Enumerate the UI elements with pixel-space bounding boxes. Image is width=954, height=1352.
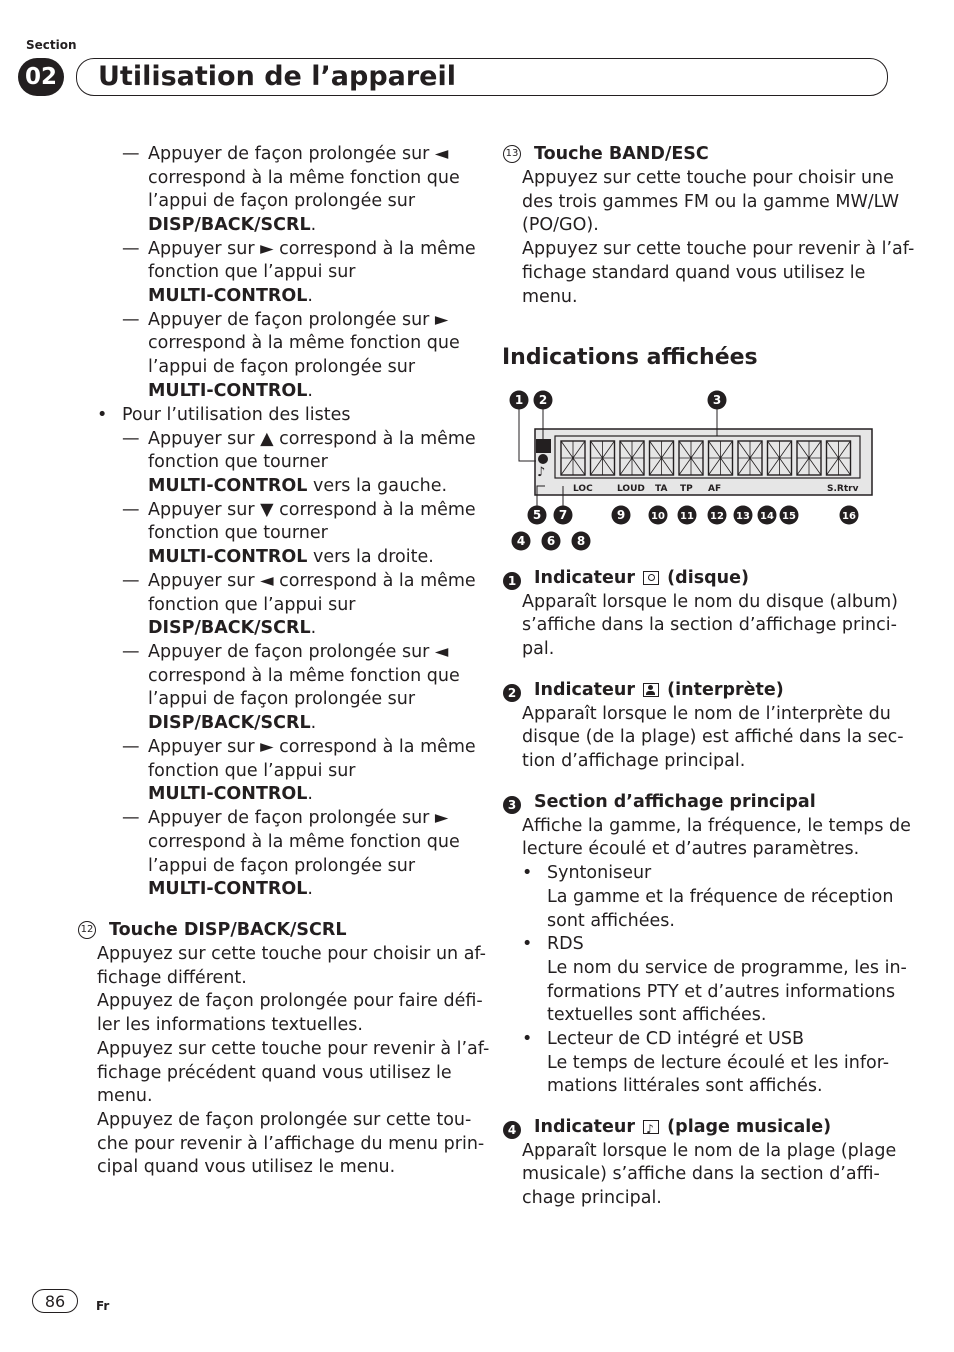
callout-number: 5 [532,508,542,522]
left-line: Appuyer de façon prolongée sur ◄ [148,144,449,164]
item-12-line: fichage différent. [97,967,247,988]
bullet-marker: • [522,934,533,955]
segment-strokes [679,441,703,475]
item-3-line: lecture écoulé et d’autres paramètres. [522,839,860,860]
artist-head [648,685,653,690]
callout-number: 15 [782,511,796,522]
item-13-line: fichage standard quand vous utilisez le [522,262,866,283]
item-3-title: Section d’affichage principal [534,792,816,812]
item-4-line: Apparaît lorsque le nom de la plage (plage [522,1140,897,1161]
note-glyph: ♪ [646,1122,654,1136]
left-line: fonction que l’appui sur [148,262,356,282]
left-line: Appuyer de façon prolongée sur ◄ [148,642,449,662]
item-12-line: Appuyez sur cette touche pour revenir à l’af- [97,1038,490,1059]
item-3-line: Affiche la gamme, la fréquence, le temps de [522,815,911,836]
segment-strokes [620,441,644,475]
segment-strokes [797,441,821,475]
left-line: DISP/BACK/SCRL. [148,215,317,235]
callout-number: 8 [576,534,586,548]
left-line: MULTI-CONTROL. [148,286,313,306]
bullet-marker: • [522,863,533,884]
bold-term: DISP/BACK/SCRL [148,215,311,235]
item-12-line: Appuyez de façon prolongée sur cette tou- [97,1109,472,1130]
display-diagram [505,386,885,556]
item-13-title: Touche BAND/ESC [534,144,709,164]
bold-term: MULTI-CONTROL [148,784,308,804]
left-line: MULTI-CONTROL vers la gauche. [148,476,448,496]
bullet-line: Le temps de lecture écoulé et les infor- [547,1052,890,1073]
left-line: MULTI-CONTROL. [148,381,313,401]
segment-strokes [561,441,585,475]
left-line: DISP/BACK/SCRL. [148,618,317,638]
item-12-line: Appuyez sur cette touche pour choisir un af- [97,944,486,964]
item-number-circle: 4 [503,1121,521,1139]
left-line: correspond à la même fonction que [148,832,460,852]
page-number: 86 [32,1289,78,1313]
dash-marker: — [122,808,140,828]
dash-marker: — [122,144,140,164]
item-13-number: 13 [503,143,521,163]
bold-term: MULTI-CONTROL [148,381,308,401]
item-1-title: Indicateur (disque) [534,568,749,588]
left-line: correspond à la même fonction que [148,666,460,686]
artist-body [646,691,655,695]
indicator-label: TP [680,484,693,494]
item-12-line: cipal quand vous utilisez le menu. [97,1157,396,1178]
segment-strokes [591,441,615,475]
callout-number: 12 [710,511,724,522]
bold-term: DISP/BACK/SCRL [148,618,311,638]
bold-term: MULTI-CONTROL [148,879,308,899]
left-line: fonction que tourner [148,452,328,472]
item-12-line: ler les informations textuelles. [97,1015,363,1036]
subheading-indications: Indications affichées [502,345,758,370]
indicator-label: S.Rtrv [827,484,859,494]
section-number-badge: 02 [18,58,64,96]
left-line: correspond à la même fonction que [148,168,460,188]
item-number-circle: 2 [503,684,521,702]
item-1-line: Apparaît lorsque le nom du disque (album) [522,591,898,612]
item-12-line: menu. [97,1086,153,1107]
item-1-number [503,570,521,590]
disc-dot [648,574,655,581]
item-2-number [503,682,521,702]
callout-number: 2 [538,393,548,407]
item-12-line: fichage précédent quand vous utilisez le [97,1062,452,1083]
item-13-line: menu. [522,286,578,307]
left-line: Appuyer sur ▼ correspond à la même [148,500,476,520]
left-line: Pour l’utilisation des listes [122,405,351,425]
left-line: Appuyer sur ► correspond à la même [148,737,476,757]
bold-term: MULTI-CONTROL [148,286,308,306]
item-number-circle: 3 [503,796,521,814]
callout-number: 13 [736,511,750,522]
item-4-line: musicale) s’affiche dans la section d’affi- [522,1164,880,1185]
left-line: correspond à la même fonction que [148,333,460,353]
bullet-line: sont affichées. [547,910,675,931]
track-icon [643,1120,659,1134]
left-line: Appuyer sur ► correspond à la même [148,239,476,259]
item-12-line: Appuyez de façon prolongée pour faire défi- [97,991,483,1012]
indicator-label: LOUD [617,484,645,494]
left-line: l’appui de façon prolongée sur [148,357,416,377]
item-12-number: 12 [78,919,96,939]
dash-marker: — [122,642,140,662]
segment-strokes [827,441,851,475]
disc-indicator [538,454,548,464]
dash-marker: — [122,571,140,591]
item-2-title: Indicateur (interprète) [534,680,784,700]
bullet-line: textuelles sont affichées. [547,1005,767,1026]
bullet-line: La gamme et la fréquence de réception [547,886,894,907]
callout-number: 1 [514,393,524,407]
indicator-label: AF [708,484,722,494]
left-line: MULTI-CONTROL vers la droite. [148,547,434,567]
segment-strokes [709,441,733,475]
indicator-label: LOC [573,484,593,494]
item-12-title: Touche DISP/BACK/SCRL [109,920,347,940]
left-line: l’appui de façon prolongée sur [148,191,416,211]
left-line: Appuyer de façon prolongée sur ► [148,808,449,828]
callout-number: 10 [651,511,665,522]
artist-icon [643,683,659,697]
callout-number: 3 [712,393,722,407]
bullet-label: Lecteur de CD intégré et USB [547,1029,804,1049]
left-line: l’appui de façon prolongée sur [148,689,416,709]
bullet-line: Le nom du service de programme, les in- [547,957,907,978]
item-4-title: Indicateur ♪ (plage musicale) [534,1116,831,1140]
item-2-line: Apparaît lorsque le nom de l’interprète du [522,703,891,724]
item-1-line: pal. [522,639,555,660]
bullet-label: RDS [547,934,584,955]
left-line: Appuyer de façon prolongée sur ► [148,310,449,330]
track-indicator: ♪ [537,465,546,480]
left-line: fonction que l’appui sur [148,761,356,781]
item-12-line: che pour revenir à l’affichage du menu prin- [97,1133,485,1154]
segment-strokes [738,441,762,475]
item-4-number [503,1119,521,1139]
left-line: Appuyer sur ◄ correspond à la même [148,571,476,591]
dash-marker: — [122,239,140,259]
segment-strokes [650,441,674,475]
left-line: Appuyer sur ▲ correspond à la même [148,429,476,449]
bullet-label: Syntoniseur [547,863,652,884]
indicator-label: TA [655,484,668,494]
bold-term: MULTI-CONTROL [148,547,308,567]
bullet-marker: • [522,1029,533,1049]
item-13-line: (PO/GO). [522,215,599,236]
callout-number: 4 [516,534,526,548]
item-13-line: Appuyez sur cette touche pour choisir une [522,168,894,188]
item-2-line: tion d’affichage principal. [522,751,746,772]
left-line: fonction que l’appui sur [148,595,356,615]
item-13-line: Appuyez sur cette touche pour revenir à l’af- [522,239,915,260]
left-line: MULTI-CONTROL. [148,879,313,899]
bullet-marker: • [97,405,108,425]
left-line: fonction que tourner [148,523,328,543]
bold-term: DISP/BACK/SCRL [148,713,311,733]
item-number-circle: 1 [503,572,521,590]
callout-number: 14 [760,511,774,522]
callout-number: 11 [680,511,694,522]
item-1-line: s’affiche dans la section d’affichage princi- [522,615,897,636]
left-line: l’appui de façon prolongée sur [148,856,416,876]
callout-number: 16 [842,511,856,522]
callout-number: 6 [546,534,556,548]
dash-marker: — [122,310,140,330]
section-label: Section [26,38,77,52]
bullet-line: formations PTY et d’autres informations [547,981,896,1002]
dash-marker: — [122,737,140,757]
left-line: MULTI-CONTROL. [148,784,313,804]
item-3-number [503,794,521,814]
dash-marker: — [122,500,140,520]
segment-strokes [768,441,792,475]
page-title: Utilisation de l’appareil [98,61,457,92]
bold-term: MULTI-CONTROL [148,476,308,496]
left-line: DISP/BACK/SCRL. [148,713,317,733]
item-13-line: des trois gammes FM ou la gamme MW/LW [522,191,900,212]
callout-number: 7 [558,508,568,522]
disc-icon [643,571,659,585]
item-2-line: disque (de la plage) est affiché dans la sec- [522,727,904,748]
item-4-line: chage principal. [522,1188,662,1209]
bullet-line: mations littérales sont affichés. [547,1076,823,1097]
language-code: Fr [96,1299,110,1313]
dash-marker: — [122,429,140,449]
callout-number: 9 [616,508,626,522]
